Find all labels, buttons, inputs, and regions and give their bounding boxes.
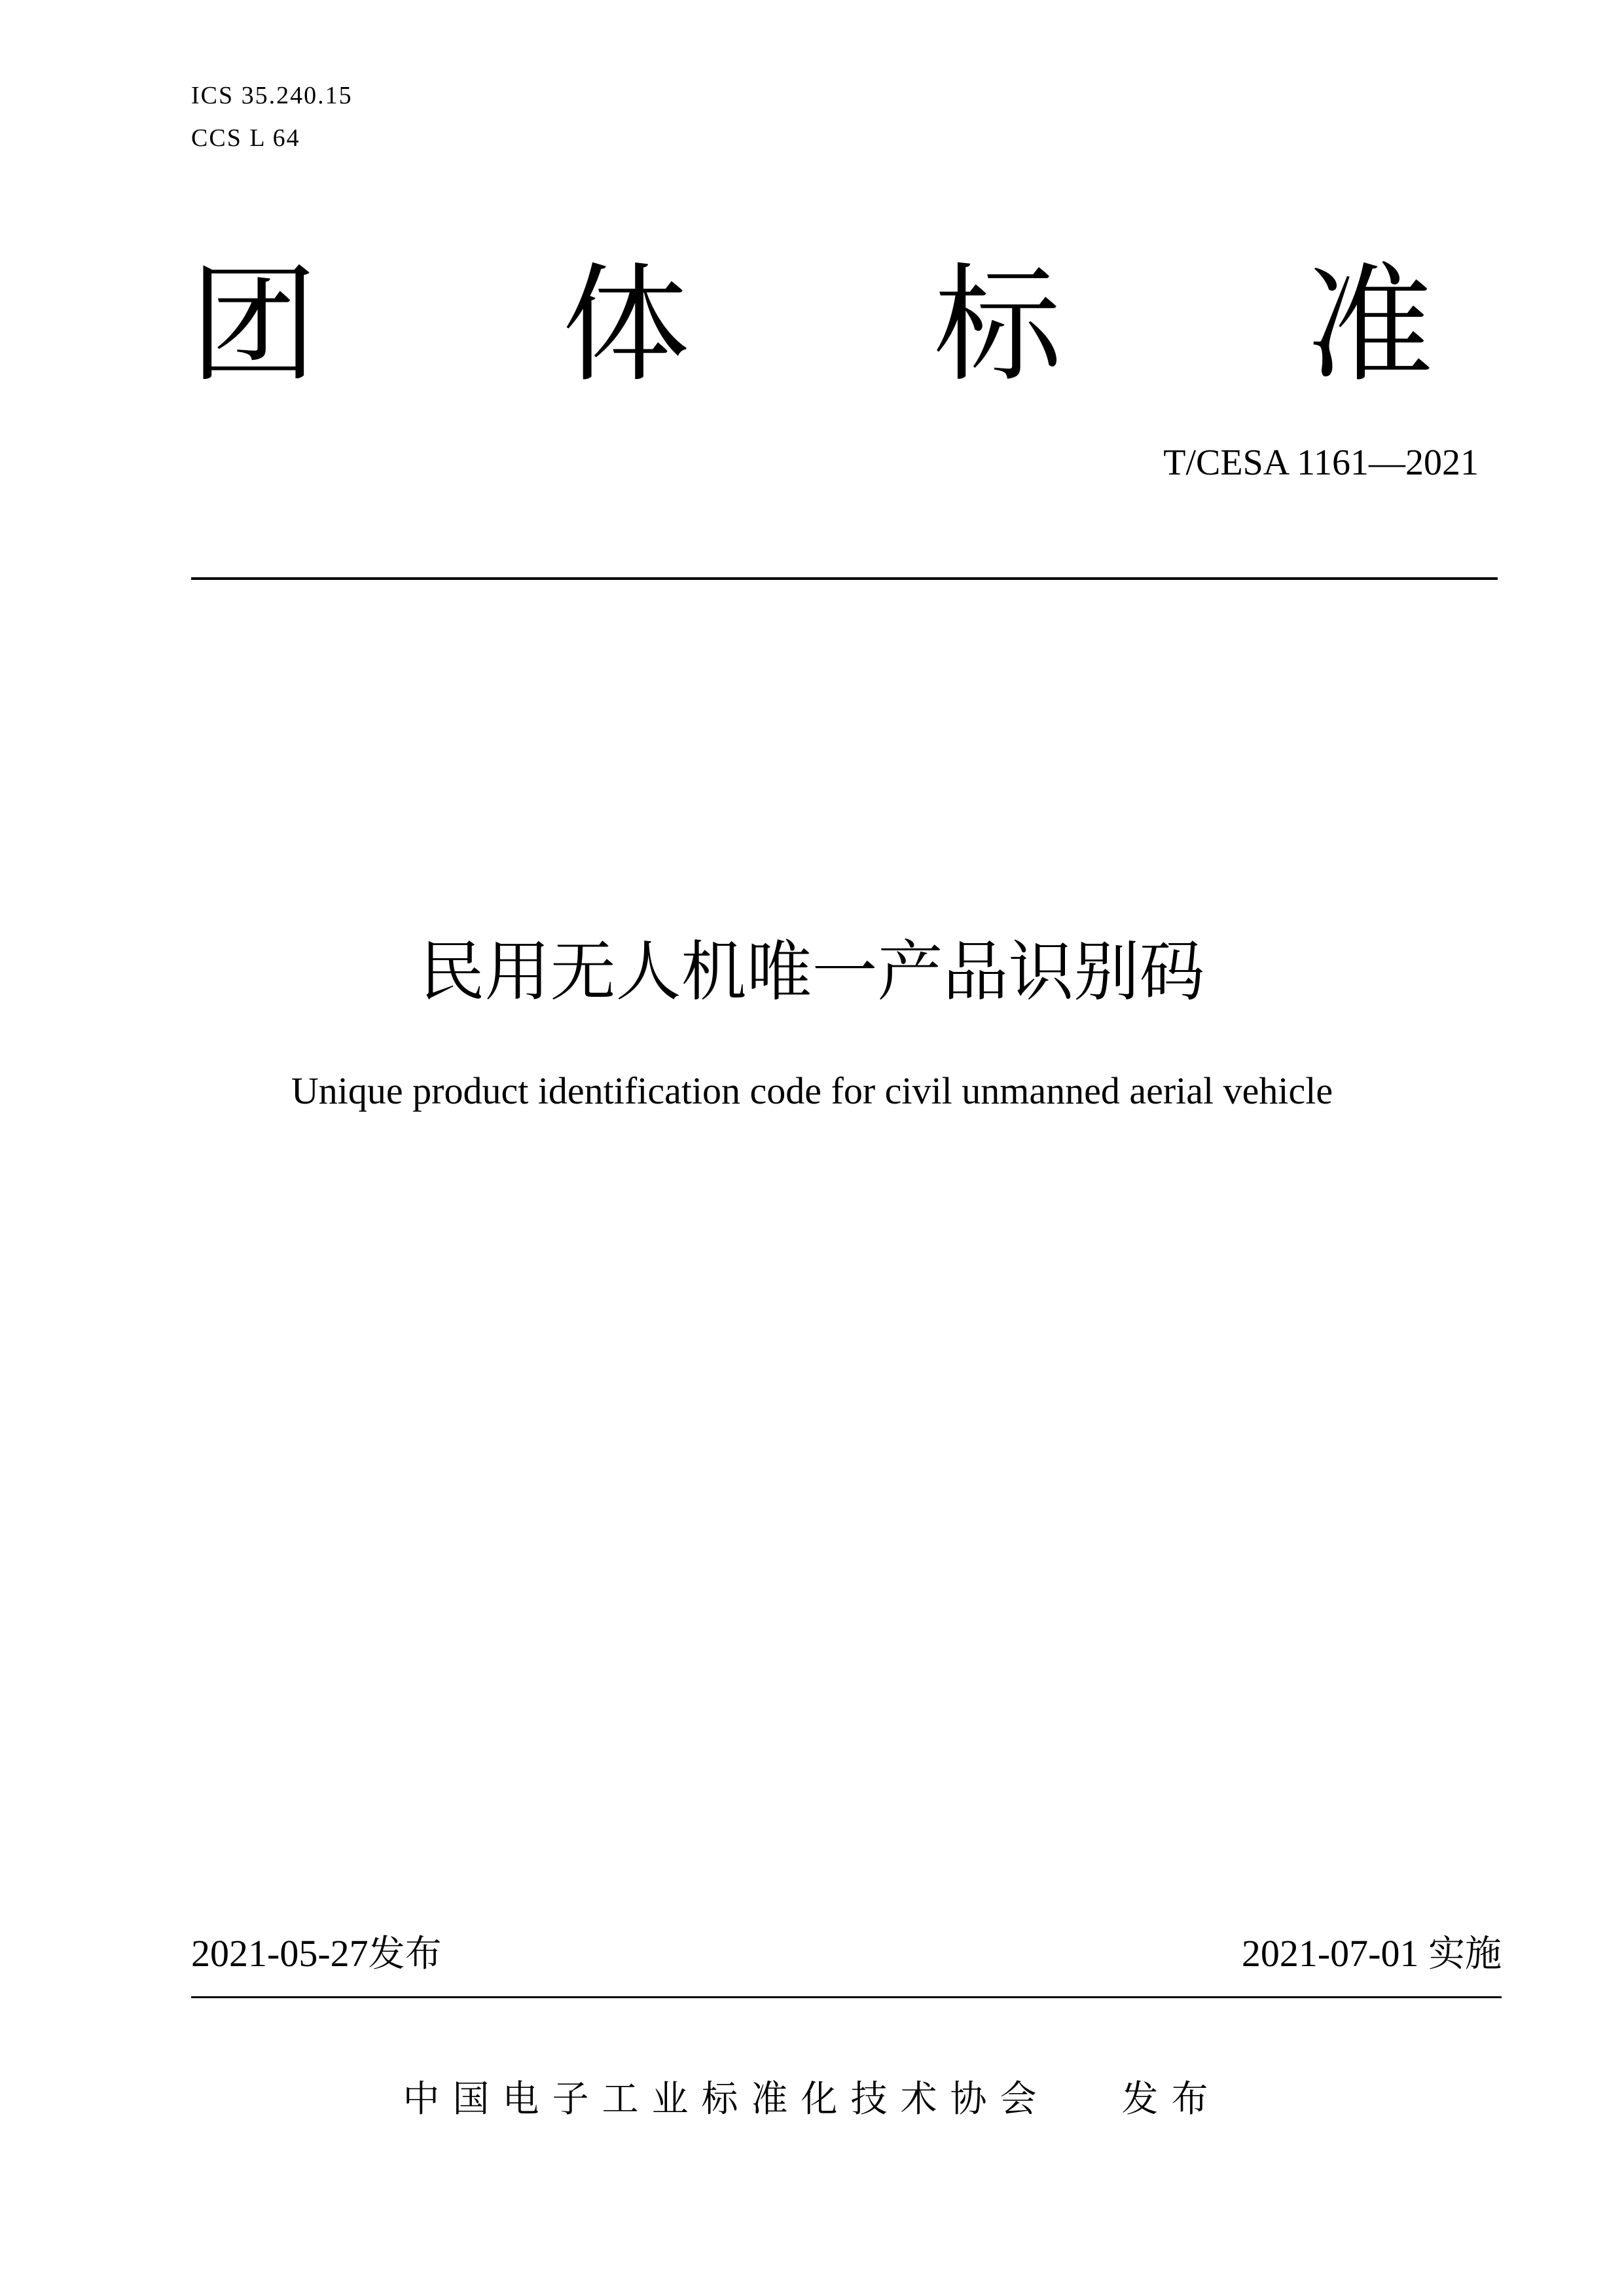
implementation-date: 2021-07-01	[1241, 1932, 1419, 1975]
standard-type-char: 标	[933, 251, 1062, 399]
standard-type-char: 团	[190, 251, 317, 399]
document-title-english: Unique product identification code for civil unmanned aerial vehicle	[291, 1069, 1333, 1112]
implementation-date-group	[1242, 1931, 1502, 1977]
issue-date: 2021-05-27	[191, 1932, 369, 1975]
standard-type-char: 准	[1305, 251, 1434, 399]
document-title-chinese: 民用无人机唯一产品识别码	[419, 933, 1205, 1010]
header-divider	[191, 577, 1498, 580]
date-row	[191, 1931, 1502, 1977]
issue-date-group	[191, 1931, 442, 1977]
ccs-code: CCS L 64	[191, 124, 300, 152]
publisher-action: 发布	[1121, 2078, 1221, 2121]
publisher-line	[0, 2077, 1624, 2123]
standard-type-char: 体	[562, 251, 690, 399]
ics-code: ICS 35.240.15	[191, 82, 353, 109]
standard-number: T/CESA 1161—2021	[1163, 442, 1479, 483]
publisher-name: 中国电子工业标准化技术协会	[403, 2078, 1050, 2121]
issue-label: 发布	[368, 1933, 442, 1975]
footer-divider	[191, 1996, 1502, 1998]
implementation-label: 实施	[1428, 1933, 1502, 1975]
standard-type-heading	[190, 250, 1434, 401]
